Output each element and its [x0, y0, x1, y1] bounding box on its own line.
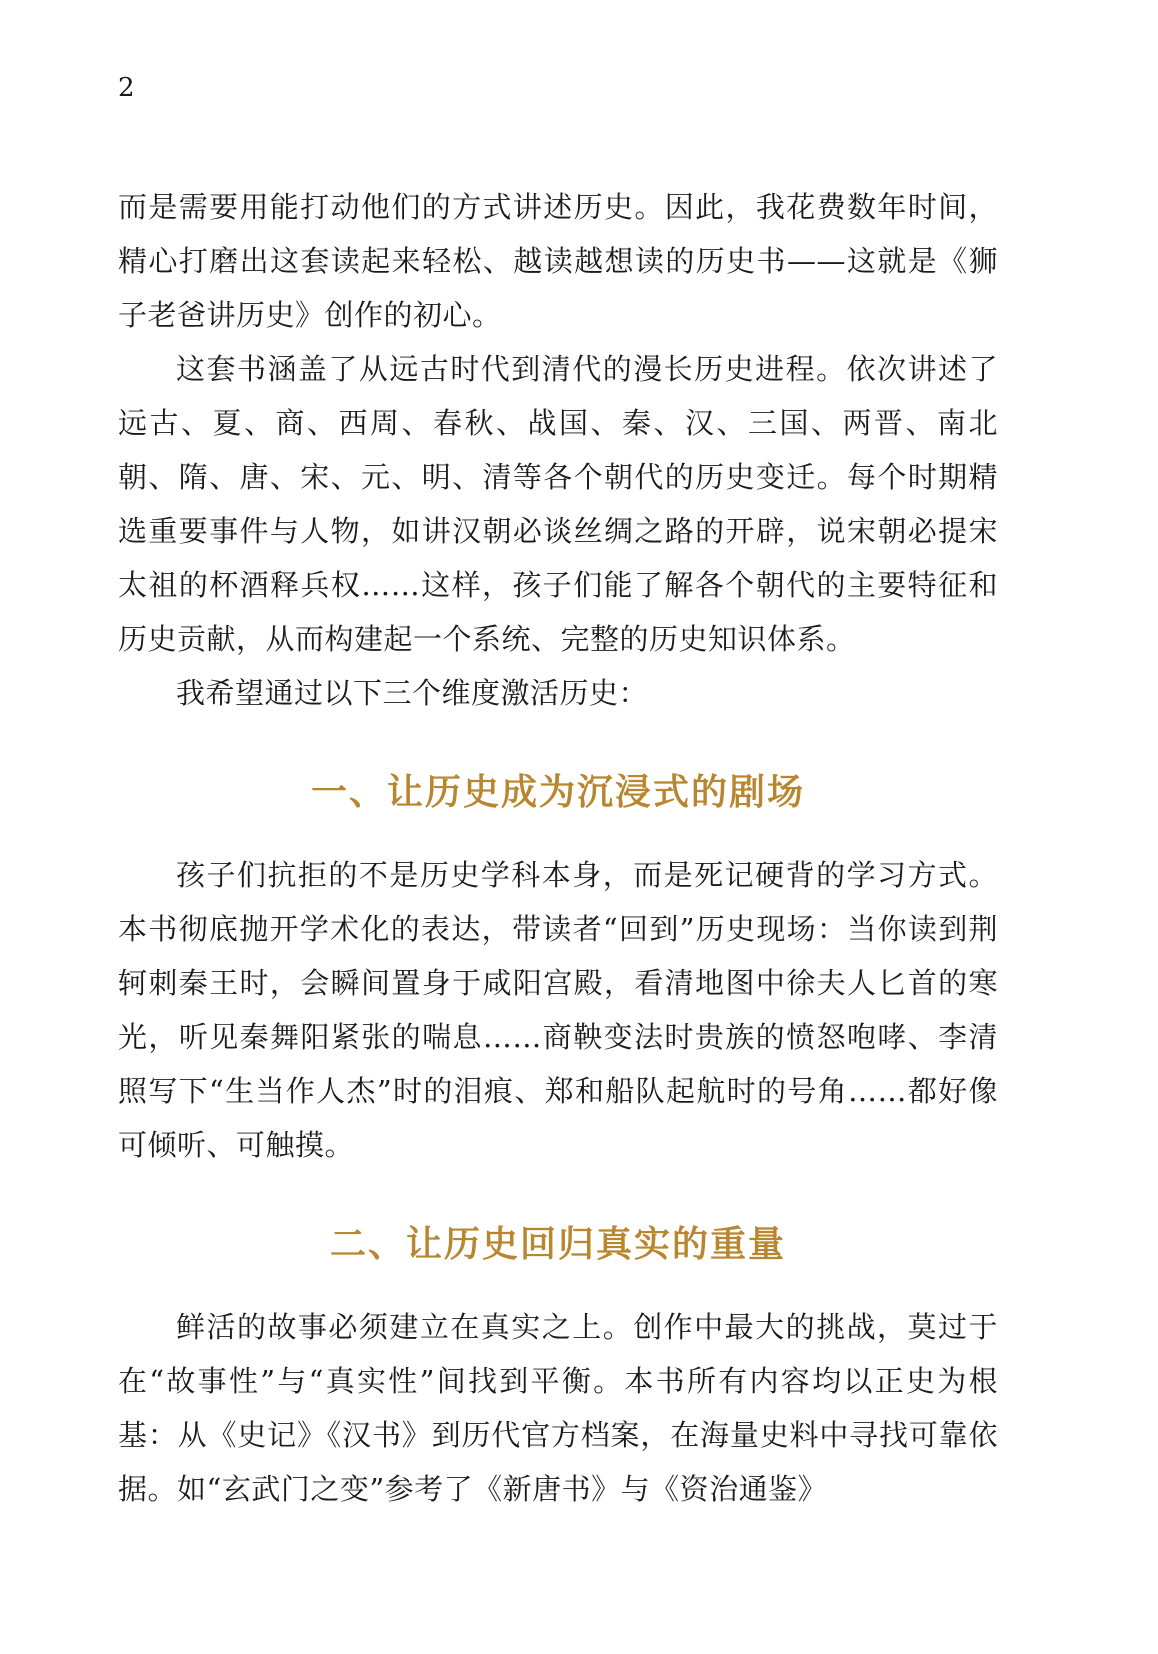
page-body	[118, 180, 998, 1516]
page-number: 2	[118, 73, 135, 103]
paragraph-immersive: 孩子们抗拒的不是历史学科本身，而是死记硬背的学习方式。本书彻底抛开学术化的表达，带读者“回到”历史现场：当你读到荆轲刺秦王时，会瞬间置身于咸阳宫殿，看清地图中徐夫人匕首的寒光，听见秦舞阳紧张的喘息……商鞅变法时贵族的愤怒咆哮、李清照写下“生当作人杰”时的泪痕、郑和船队起航时的号角……都好像可倾听、可触摸。	[118, 858, 998, 1162]
section-heading-true-weight: 二、让历史回归真实的重量	[329, 1224, 786, 1265]
section-heading-immersive-theater: 一、让历史成为沉浸式的剧场	[310, 772, 805, 813]
paragraph-truth: 鲜活的故事必须建立在真实之上。创作中最大的挑战，莫过于在“故事性”与“真实性”间找到平衡。本书所有内容均以正史为根基：从《史记》《汉书》到历代官方档案，在海量史料中寻找可靠依据。如“玄武门之变”参考了《新唐书》与《资治通鉴》	[118, 1310, 998, 1506]
paragraph-book-scope: 这套书涵盖了从远古时代到清代的漫长历史进程。依次讲述了远古、夏、商、西周、春秋、战国、秦、汉、三国、两晋、南北朝、隋、唐、宋、元、明、清等各个朝代的历史变迁。每个时期精选重要事件与人物，如讲汉朝必谈丝绸之路的开辟，说宋朝必提宋太祖的杯酒释兵权……这样，孩子们能了解各个朝代的主要特征和历史贡献，从而构建起一个系统、完整的历史知识体系。	[118, 352, 998, 656]
paragraph-continuation: 而是需要用能打动他们的方式讲述历史。因此，我花费数年时间，精心打磨出这套读起来轻松、越读越想读的历史书——这就是《狮子老爸讲历史》创作的初心。	[118, 190, 998, 332]
paragraph-three-dimensions: 我希望通过以下三个维度激活历史：	[176, 676, 649, 710]
